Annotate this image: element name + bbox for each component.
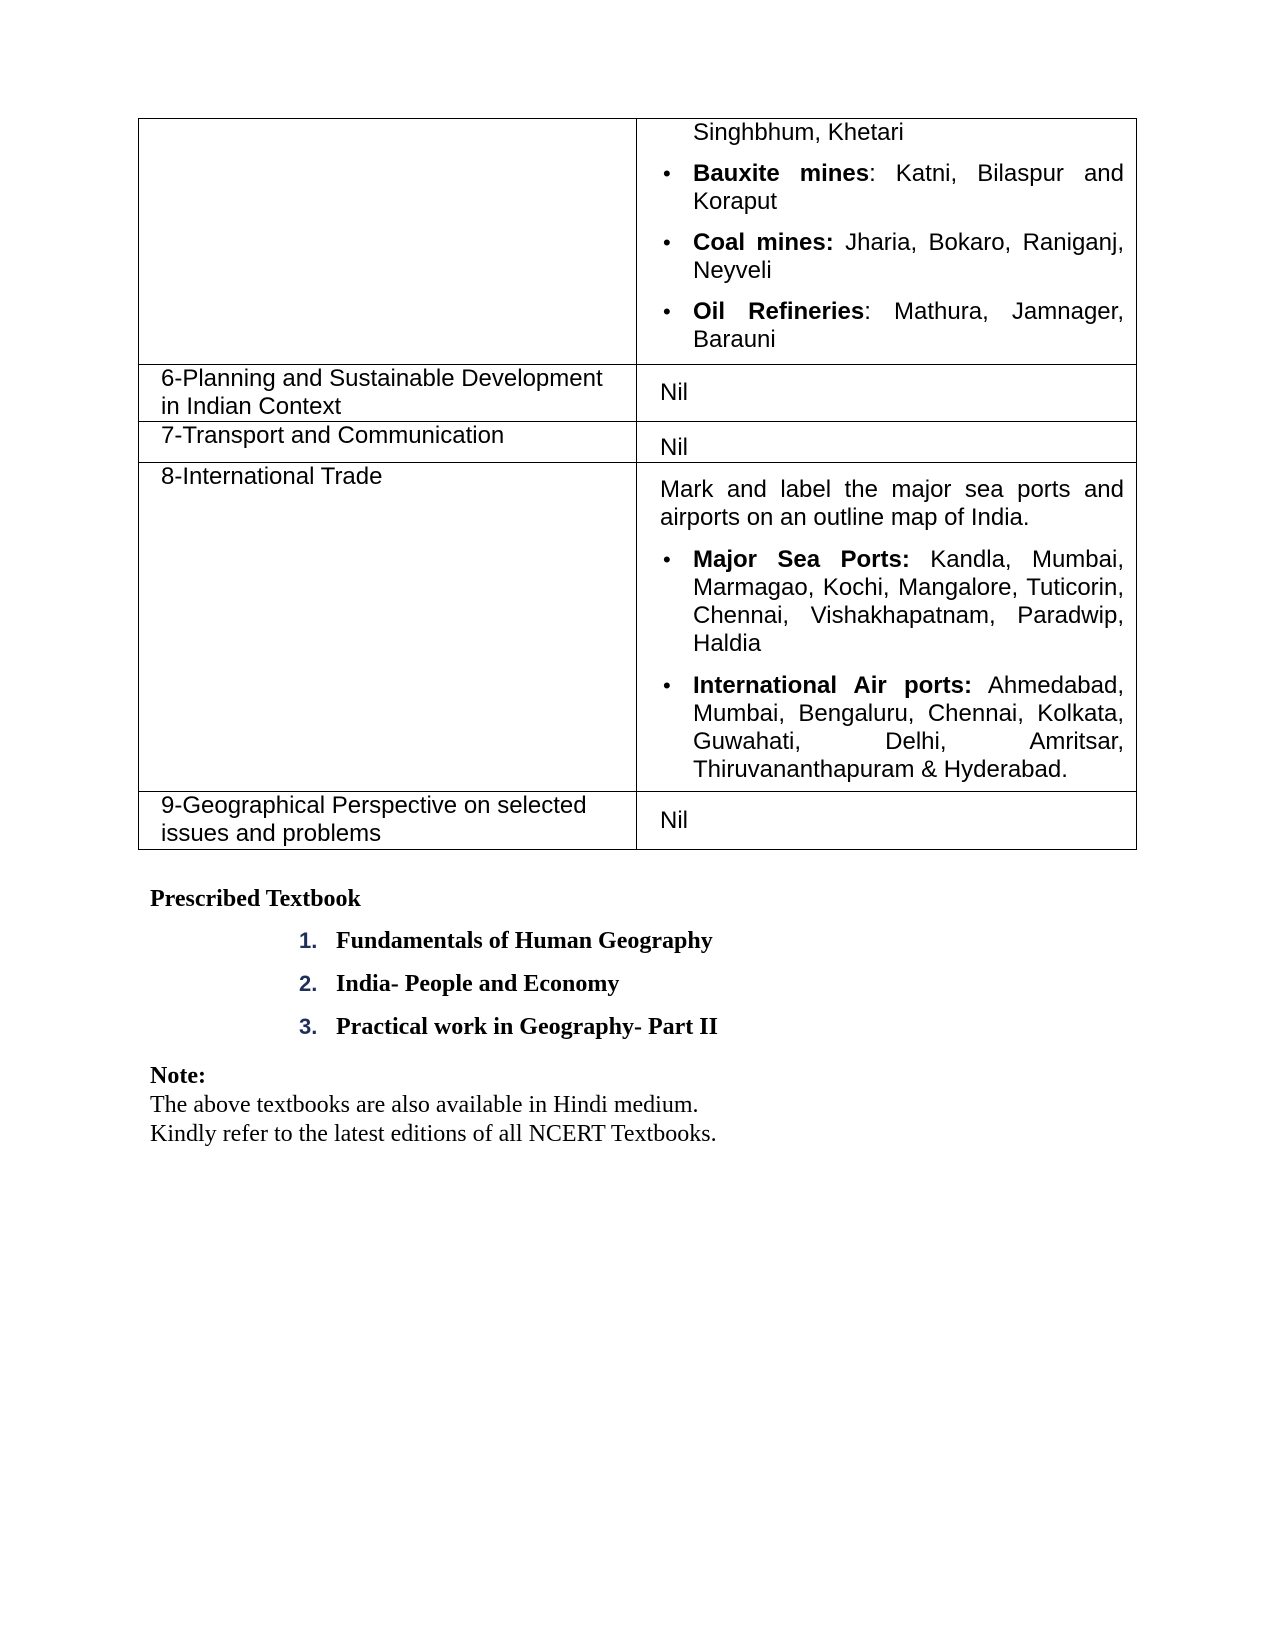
list-item [299, 969, 619, 999]
unit-cell: 7-Transport and Communication [139, 422, 637, 463]
table-row [139, 463, 1137, 792]
unit-cell: 8-International Trade [139, 463, 637, 792]
instruction-text: Mark and label the major sea ports and airports on an outline map of India. [660, 476, 1124, 531]
list-item: • Coal mines: Jharia, Bokaro, Raniganj, Neyveli [663, 229, 1124, 284]
table-row [139, 119, 1137, 365]
bullet-list [660, 546, 1124, 784]
table-row [139, 365, 1137, 422]
list-item [299, 1012, 718, 1042]
book-title: Fundamentals of Human Geography [336, 928, 713, 954]
note-title: Note: [150, 1063, 206, 1089]
bullet-icon: • [663, 673, 671, 698]
list-item: • Bauxite mines: Katni, Bilaspur and Koraput [663, 160, 1124, 215]
list-item: • Oil Refineries: Mathura, Jamnager, Barauni [663, 298, 1124, 353]
bullet-list [660, 160, 1124, 354]
book-title: Practical work in Geography- Part II [336, 1014, 718, 1040]
syllabus-table [138, 118, 1137, 850]
bullet-icon: • [663, 299, 671, 324]
note-section [150, 1062, 717, 1149]
list-item: • Major Sea Ports: Kandla, Mumbai, Marmagao, Kochi, Mangalore, Tuticorin, Chennai, Vishakhapatnam, Paradwip, Haldia [663, 546, 1124, 657]
unit-cell [139, 119, 637, 365]
textbook-section [150, 884, 718, 1040]
value-cell: Nil [637, 422, 1137, 463]
list-item: Singhbhum, Khetari [693, 119, 904, 146]
book-title: India- People and Economy [336, 971, 620, 997]
note-line: The above textbooks are also available in Hindi medium. [150, 1092, 699, 1118]
section-title: Prescribed Textbook [150, 886, 361, 912]
note-line: Kindly refer to the latest editions of all NCERT Textbooks. [150, 1121, 717, 1147]
bullet-icon: • [663, 230, 671, 255]
value-cell: Nil [637, 792, 1137, 850]
list-item [299, 926, 713, 956]
list-item: • International Air ports: Ahmedabad, Mumbai, Bengaluru, Chennai, Kolkata, Guwahati, Delhi, Amritsar, Thiruvananthapuram & Hyderabad. [663, 672, 1124, 783]
list-number: 2. [299, 971, 318, 996]
table-row [139, 422, 1137, 463]
bullet-icon: • [663, 161, 671, 186]
list-number: 3. [299, 1014, 318, 1039]
unit-cell: 9-Geographical Perspective on selected issues and problems [139, 792, 637, 850]
map-items-cell [637, 463, 1137, 792]
list-number: 1. [299, 928, 318, 953]
unit-cell: 6-Planning and Sustainable Development in Indian Context [139, 365, 637, 422]
table-row [139, 792, 1137, 850]
bullet-icon: • [663, 547, 671, 572]
map-items-cell [637, 119, 1137, 365]
value-cell: Nil [637, 365, 1137, 422]
